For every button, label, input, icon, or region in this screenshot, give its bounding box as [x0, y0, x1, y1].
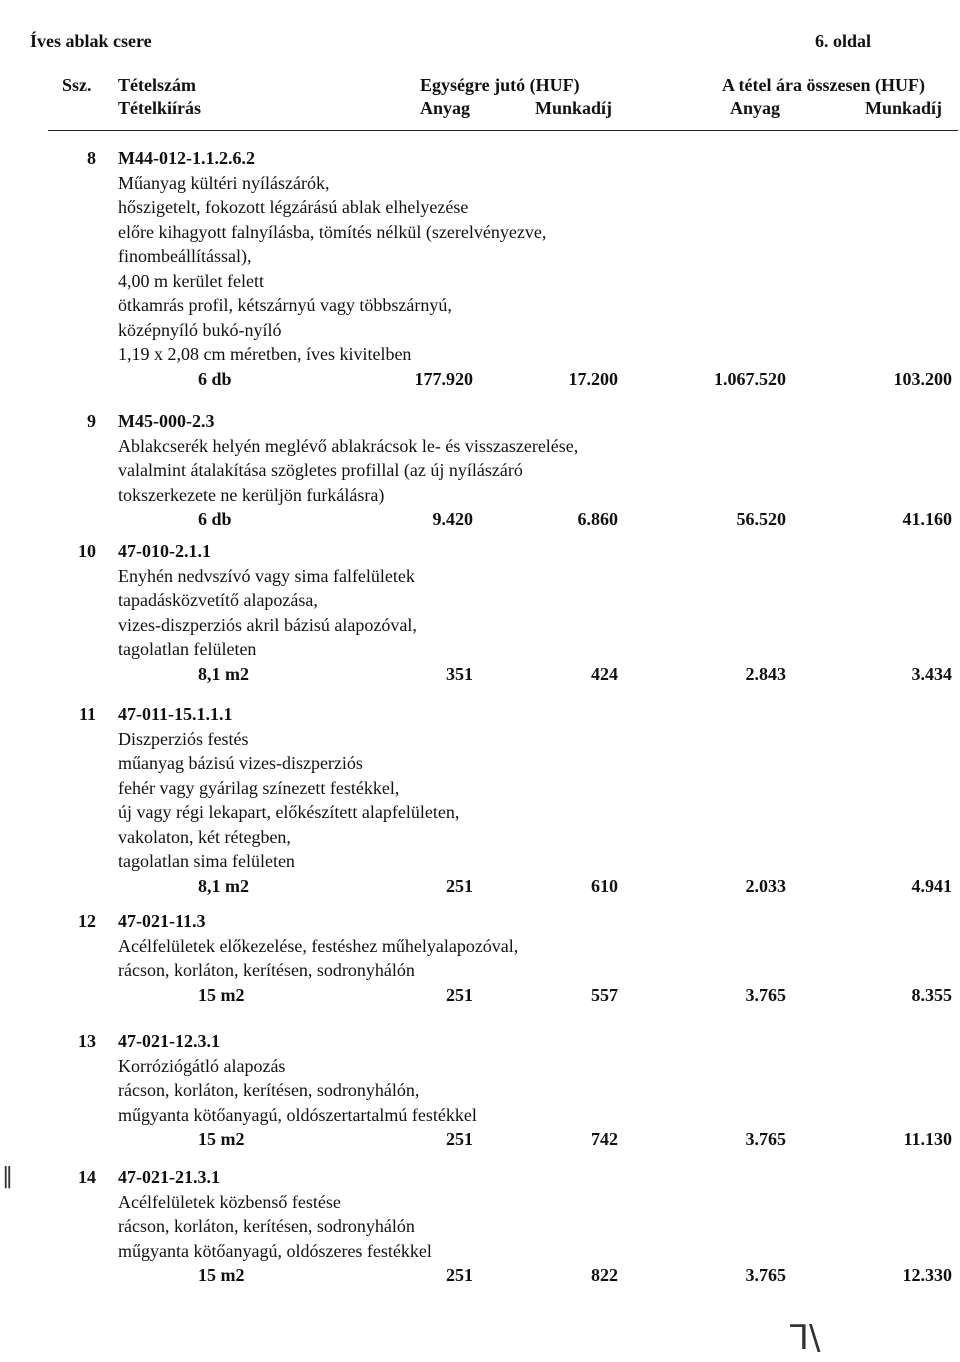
- item-description-line: Acélfelületek előkezelése, festéshez műhelyalapozóval,: [118, 935, 519, 956]
- col-header-unit-price: Egységre jutó (HUF): [420, 75, 580, 95]
- header-divider: [48, 130, 958, 131]
- total-labor-price: 103.200: [893, 368, 952, 389]
- col-header-ssz: Ssz.: [62, 75, 92, 95]
- item-description-line: Acélfelületek közbenső festése: [118, 1191, 341, 1212]
- item-quantity: 15 m2: [198, 1129, 245, 1149]
- item-code: 47-011-15.1.1.1: [118, 704, 233, 724]
- item-description-line: tagolatlan felületen: [118, 639, 257, 659]
- item-description-line: előre kihagyott falnyílásba, tömítés nélkül (szerelvényezve,: [118, 221, 547, 242]
- unit-material-price: 351: [446, 663, 473, 684]
- item-description-line: új vagy régi lekapart, előkészített alapfelületen,: [118, 802, 460, 822]
- item-code: 47-021-21.3.1: [118, 1167, 220, 1187]
- item-description-line: fehér vagy gyárilag színezett festékkel,: [118, 777, 400, 798]
- item-number: 12: [78, 911, 96, 931]
- total-material-price: 56.520: [736, 509, 786, 529]
- item-quantity: 8,1 m2: [198, 875, 249, 896]
- col-header-unit-material: Anyag: [420, 98, 471, 118]
- item-description-line: műanyag bázisú vizes-diszperziós: [118, 753, 363, 773]
- item-description-line: hőszigetelt, fokozott légzárású ablak elhelyezése: [118, 197, 469, 217]
- item-description-line: vizes-diszperziós akril bázisú alapozóval,: [118, 614, 417, 635]
- item-description-line: műgyanta kötőanyagú, oldószertartalmú festékkel: [118, 1104, 477, 1125]
- item-description-line: 4,00 m kerület felett: [118, 270, 264, 291]
- unit-material-price: 251: [446, 1129, 473, 1149]
- total-material-price: 3.765: [745, 984, 786, 1005]
- unit-labor-price: 424: [591, 663, 618, 684]
- unit-labor-price: 6.860: [577, 509, 618, 529]
- col-header-total-material: Anyag: [730, 98, 781, 118]
- item-description-line: műgyanta kötőanyagú, oldószeres festékkel: [118, 1240, 432, 1261]
- item-description-line: ötkamrás profil, kétszárnyú vagy többszárnyú,: [118, 295, 452, 315]
- total-labor-price: 41.160: [902, 509, 952, 529]
- item-description-line: rácson, korláton, kerítésen, sodronyhálón: [118, 960, 415, 980]
- item-description-line: Ablakcserék helyén meglévő ablakrácsok le- és visszaszerelése,: [118, 435, 579, 456]
- item-quantity: 15 m2: [198, 984, 245, 1005]
- document-title: Íves ablak csere: [30, 31, 152, 51]
- total-material-price: 2.033: [745, 875, 786, 896]
- unit-material-price: 251: [446, 875, 473, 896]
- item-description-line: rácson, korláton, kerítésen, sodronyhálón,: [118, 1080, 420, 1100]
- item-description-line: Korróziógátló alapozás: [118, 1055, 286, 1076]
- item-number: 14: [78, 1167, 96, 1187]
- unit-labor-price: 822: [591, 1265, 618, 1285]
- page-number: 6. oldal: [815, 31, 872, 51]
- col-header-tetelszam: Tételszám: [118, 75, 196, 95]
- item-description-line: vakolaton, két rétegben,: [118, 826, 291, 847]
- unit-material-price: 251: [446, 984, 473, 1005]
- item-description-line: tokszerkezete ne kerüljön furkálásra): [118, 484, 385, 505]
- col-header-total-labor: Munkadíj: [865, 98, 943, 118]
- unit-labor-price: 610: [591, 875, 618, 896]
- total-labor-price: 11.130: [903, 1129, 952, 1149]
- item-code: 47-021-12.3.1: [118, 1031, 220, 1051]
- col-header-total-price: A tétel ára összesen (HUF): [722, 75, 925, 95]
- item-number: 11: [78, 704, 96, 724]
- item-number: 13: [78, 1031, 96, 1051]
- total-material-price: 3.765: [745, 1265, 786, 1285]
- col-header-tetelkiiras: Tételkiírás: [118, 98, 201, 118]
- unit-labor-price: 17.200: [568, 368, 618, 389]
- item-description-line: Diszperziós festés: [118, 728, 249, 749]
- item-quantity: 6 db: [198, 368, 232, 389]
- item-description-line: finombeállítással),: [118, 246, 252, 266]
- item-code: 47-021-11.3: [118, 911, 206, 931]
- total-labor-price: 3.434: [911, 663, 952, 684]
- item-quantity: 15 m2: [198, 1265, 245, 1285]
- unit-material-price: 177.920: [414, 368, 473, 389]
- item-description-line: Enyhén nedvszívó vagy sima falfelületek: [118, 565, 415, 586]
- item-description-line: Műanyag kültéri nyílászárók,: [118, 172, 330, 193]
- item-description-line: tagolatlan sima felületen: [118, 851, 295, 871]
- item-quantity: 6 db: [198, 509, 232, 529]
- total-material-price: 1.067.520: [714, 368, 786, 389]
- item-code: M45-000-2.3: [118, 411, 215, 431]
- item-number: 9: [87, 411, 96, 431]
- unit-labor-price: 557: [591, 984, 618, 1005]
- item-description-line: középnyíló bukó-nyíló: [118, 319, 282, 340]
- margin-mark: ‖: [2, 1164, 13, 1189]
- item-quantity: 8,1 m2: [198, 663, 249, 684]
- col-header-unit-labor: Munkadíj: [535, 98, 613, 118]
- total-labor-price: 12.330: [902, 1265, 952, 1285]
- handwritten-mark: ⅂\: [790, 1318, 821, 1358]
- total-material-price: 2.843: [745, 663, 786, 684]
- item-code: M44-012-1.1.2.6.2: [118, 148, 255, 168]
- item-number: 8: [87, 148, 96, 168]
- item-description-line: 1,19 x 2,08 cm méretben, íves kivitelben: [118, 344, 412, 364]
- item-code: 47-010-2.1.1: [118, 541, 211, 561]
- item-number: 10: [78, 541, 96, 561]
- unit-material-price: 251: [446, 1265, 473, 1285]
- item-description-line: tapadásközvetítő alapozása,: [118, 590, 318, 610]
- item-description-line: valalmint átalakítása szögletes profillal (az új nyílászáró: [118, 460, 523, 480]
- total-labor-price: 4.941: [911, 875, 952, 896]
- unit-material-price: 9.420: [432, 509, 473, 529]
- item-description-line: rácson, korláton, kerítésen, sodronyhálón: [118, 1216, 415, 1236]
- total-labor-price: 8.355: [911, 984, 952, 1005]
- unit-labor-price: 742: [591, 1129, 618, 1149]
- total-material-price: 3.765: [745, 1129, 786, 1149]
